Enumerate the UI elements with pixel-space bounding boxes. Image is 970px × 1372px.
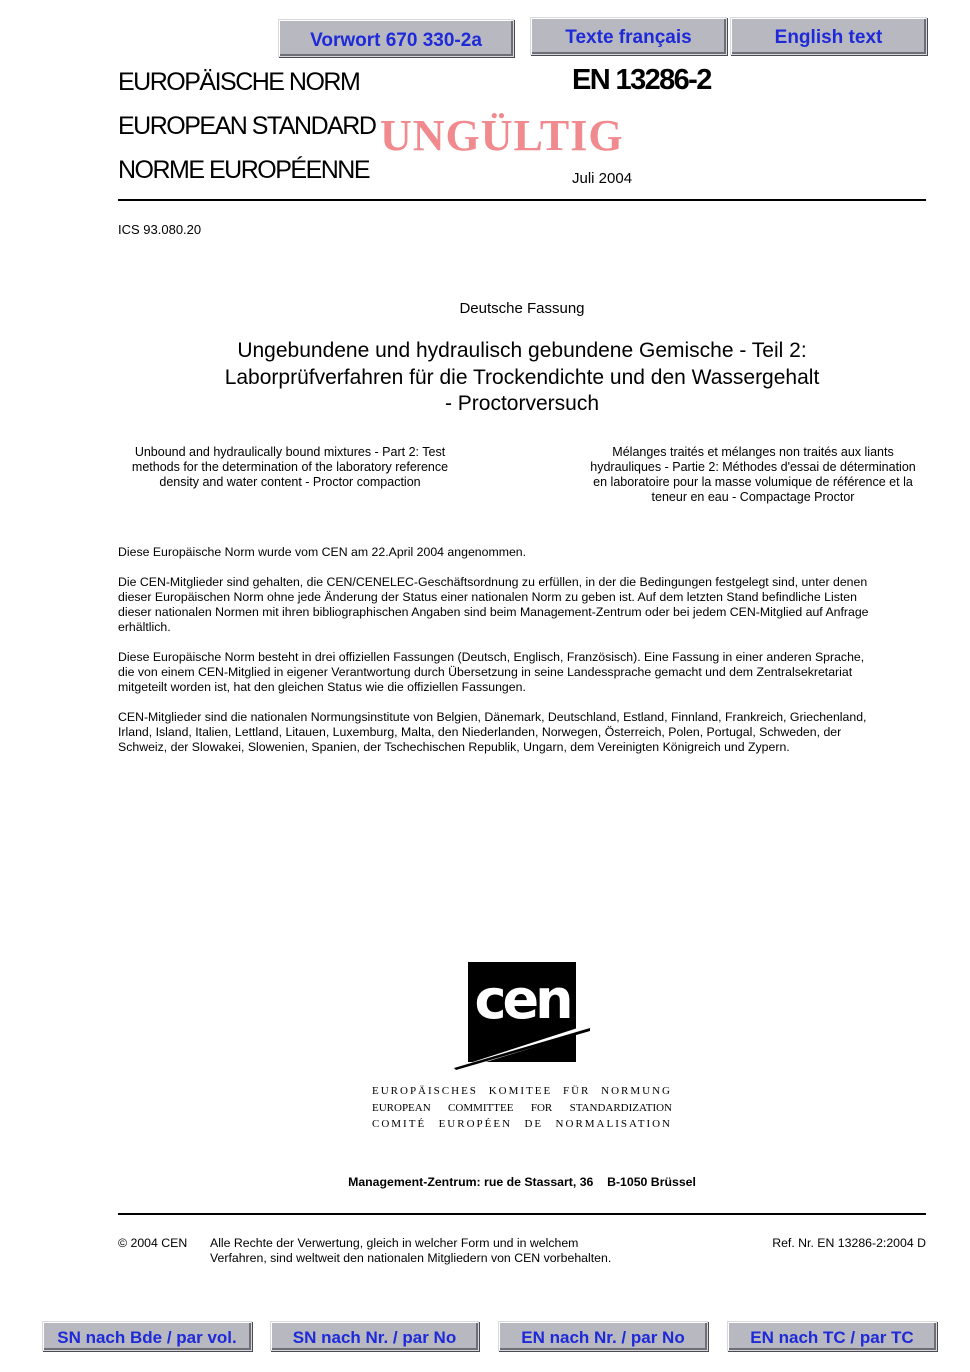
publication-date: Juli 2004 — [572, 170, 633, 187]
paragraph-line: mitgeteilt worden ist, hat den gleichen Status wie die offiziellen Fassungen. — [118, 680, 526, 694]
title-line: Laborprüfverfahren für die Trockendichte und den Wassergehalt — [224, 365, 820, 389]
texte-francais-button[interactable] — [530, 17, 727, 55]
paragraph-line: dieser nationalen Normen mit ihren bibliographischen Angaben sind beim Management-Zentrum oder bei jedem CEN-Mitglied auf Anfrage — [118, 605, 869, 619]
title-french-line: hydrauliques - Partie 2: Méthodes d'essai de détermination — [590, 460, 916, 474]
en-by-number-button[interactable] — [498, 1321, 708, 1351]
title-english-line: density and water content - Proctor compaction — [159, 475, 421, 489]
paragraph-members-obligation — [118, 575, 930, 635]
paragraph-line: Irland, Island, Italien, Lettland, Litauen, Luxemburg, Malta, den Niederlanden, Norwegen, Österreich, Polen, Portugal, Schweden, der — [118, 725, 842, 739]
english-text-button-label: English text — [774, 27, 883, 48]
invalid-stamp: UNGÜLTIG — [380, 111, 624, 160]
sn-by-volume-button[interactable] — [42, 1321, 252, 1351]
paragraph-line: die von einem CEN-Mitglied in eigener Verantwortung durch Übersetzung in seine Landessprache gemacht und dem Zentralsekretariat — [118, 665, 853, 679]
texte-francais-button-label: Texte français — [565, 27, 692, 48]
header-divider — [118, 199, 926, 201]
paragraph-line: Diese Europäische Norm wurde vom CEN am 22.April 2004 angenommen. — [118, 545, 527, 559]
sn-by-number-button[interactable] — [270, 1321, 479, 1351]
rights-notice — [210, 1236, 670, 1266]
paragraph-line: dieser Europäischen Norm ohne jede Änderung der Status einer nationalen Norm zu geben ist. Auf dem letzten Stand befindliche Listen — [118, 590, 857, 604]
header-title-fr: NORME EUROPÉENNE — [118, 156, 370, 184]
title-line: Ungebundene und hydraulisch gebundene Gemische - Teil 2: — [237, 339, 807, 362]
paragraph-line: erhältlich. — [118, 620, 171, 634]
ics-code: ICS 93.080.20 — [118, 222, 202, 237]
sn-by-volume-label: SN nach Bde / par vol. — [57, 1328, 237, 1347]
copyright: © 2004 CEN — [118, 1236, 188, 1250]
english-text-button[interactable] — [730, 17, 927, 55]
header-title-de: EUROPÄISCHE NORM — [118, 68, 360, 96]
title-line: - Proctorversuch — [444, 392, 600, 415]
en-by-tc-label: EN nach TC / par TC — [750, 1328, 914, 1347]
vorwort-button[interactable] — [278, 19, 514, 57]
sn-by-number-label: SN nach Nr. / par No — [292, 1328, 457, 1347]
paragraph-line: Die CEN-Mitglieder sind gehalten, die CEN/CENELEC-Geschäftsordnung zu erfüllen, in der die Bedingungen festgelegt sind, unter denen — [118, 575, 868, 589]
management-address-text: Management-Zentrum: rue de Stassart, 36 B-1050 Brüssel — [348, 1175, 696, 1189]
cen-logo-icon — [452, 962, 592, 1074]
paragraph-line: CEN-Mitglieder sind die nationalen Normungsinstitute von Belgien, Dänemark, Deutschland, Estland, Finnland, Frankreich, Griechenland, — [118, 710, 867, 724]
committee-name-fr: COMITÉ EUROPÉEN DE NORMALISATION — [372, 1118, 672, 1130]
title-french-line: teneur en eau - Compactage Proctor — [651, 490, 855, 504]
title-french-line: en laboratoire pour la masse volumique de référence et la — [593, 475, 913, 489]
title-french — [578, 445, 928, 505]
footer-divider — [118, 1213, 926, 1215]
paragraph-versions — [118, 650, 930, 695]
cen-logo-mark: cen — [474, 968, 570, 1031]
standard-number: EN 13286-2 — [572, 64, 711, 96]
en-by-tc-button[interactable] — [727, 1321, 937, 1351]
title-french-line: Mélanges traités et mélanges non traités aux liants — [612, 445, 894, 459]
vorwort-button-label: Vorwort 670 330-2a — [310, 30, 482, 51]
version-label: Deutsche Fassung — [459, 300, 585, 317]
reference-number: Ref. Nr. EN 13286-2:2004 D — [772, 1236, 926, 1250]
paragraph-line: Diese Europäische Norm besteht in drei offiziellen Fassungen (Deutsch, Englisch, Französisch). Eine Fassung in einer anderen Sprache, — [118, 650, 865, 664]
document-title — [160, 338, 884, 418]
header-title-en: EUROPEAN STANDARD — [118, 112, 376, 140]
paragraph-adoption — [118, 545, 930, 560]
en-by-number-label: EN nach Nr. / par No — [521, 1328, 685, 1347]
management-centre-address — [0, 1175, 970, 1189]
committee-name-de: EUROPÄISCHES KOMITEE FÜR NORMUNG — [372, 1085, 672, 1097]
paragraph-line: Schweiz, der Slowakei, Slowenien, Spanien, der Tschechischen Republik, Ungarn, dem Vereinigten Königreich und Zypern. — [118, 740, 790, 754]
paragraph-member-list — [118, 710, 930, 755]
rights-line: Verfahren, sind weltweit den nationalen Mitgliedern von CEN vorbehalten. — [210, 1251, 612, 1265]
committee-name-en: EUROPEAN COMMITTEE FOR STANDARDIZATION — [372, 1102, 672, 1114]
title-english — [118, 445, 462, 490]
title-english-line: methods for the determination of the laboratory reference — [131, 460, 449, 474]
rights-line: Alle Rechte der Verwertung, gleich in welcher Form und in welchem — [210, 1236, 579, 1250]
title-english-line: Unbound and hydraulically bound mixtures - Part 2: Test — [134, 445, 446, 459]
